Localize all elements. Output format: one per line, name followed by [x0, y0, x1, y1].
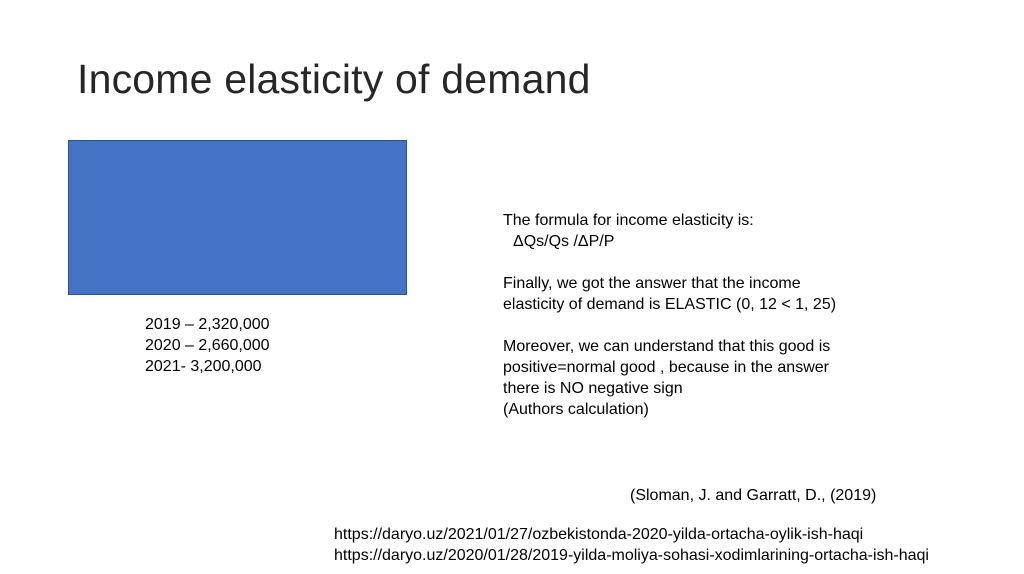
citation: (Sloman, J. and Garratt, D., (2019) — [630, 487, 877, 504]
formula-intro: The formula for income elasticity is: — [503, 212, 754, 229]
explanation-text-block — [503, 210, 923, 420]
moreover-line-3: there is NO negative sign — [503, 380, 683, 397]
source-link-2020[interactable]: https://daryo.uz/2020/01/28/2019-yilda-moliya-sohasi-xodimlarining-ortacha-ish-haqi — [334, 547, 929, 564]
authors-note: (Authors calculation) — [503, 401, 649, 418]
source-link-2021[interactable]: https://daryo.uz/2021/01/27/ozbekistonda-2020-yilda-ortacha-oylik-ish-haqi — [334, 526, 864, 543]
blue-rectangle-shape — [68, 140, 407, 295]
source-links — [334, 524, 929, 566]
blank-line — [503, 315, 923, 336]
conclusion-line-1: Finally, we got the answer that the income — [503, 275, 801, 292]
conclusion-line-2: elasticity of demand is ELASTIC (0, 12 < 1, 25) — [503, 296, 837, 313]
moreover-line-2: positive=normal good , because in the answer — [503, 359, 829, 376]
year-value-2020: 2020 – 2,660,000 — [145, 337, 270, 354]
year-value-2021: 2021- 3,200,000 — [145, 358, 262, 375]
slide-title: Income elasticity of demand — [77, 56, 591, 102]
moreover-line-1: Moreover, we can understand that this good is — [503, 338, 831, 355]
blank-line — [503, 252, 923, 273]
year-values-list — [145, 314, 270, 377]
formula: ΔQs/Qs /ΔP/P — [513, 233, 615, 250]
year-value-2019: 2019 – 2,320,000 — [145, 316, 270, 333]
